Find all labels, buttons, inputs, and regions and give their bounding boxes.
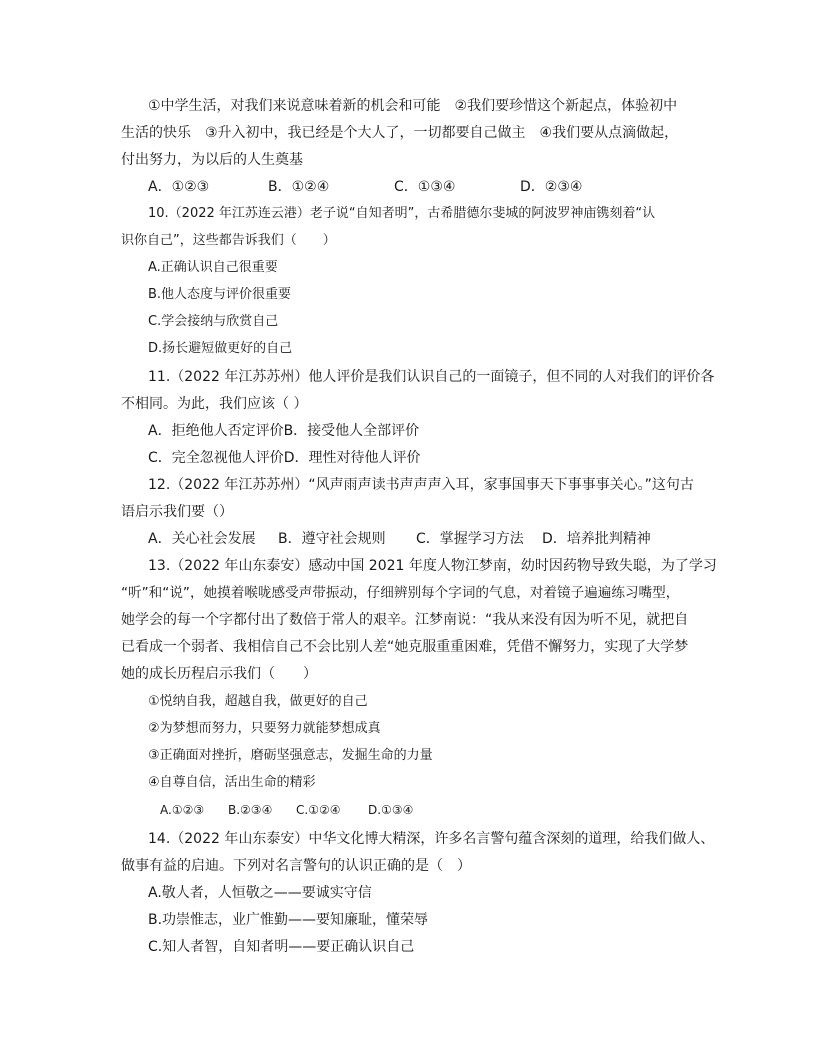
q11-stem-line: 11.（2022 年江苏苏州）他人评价是我们认识自己的一面镜子，但不同的人对我们的评价各 — [148, 369, 715, 385]
q14-option-a: A.敬人者，人恒敬之——要诚实守信 — [148, 885, 372, 901]
q9-option-d: D．②③④ — [520, 179, 583, 195]
q13-statement: ①悦纳自我，超越自我，做更好的自己 — [148, 694, 368, 709]
q13-stem-line: “听”和“说”，她摸着喉咙感受声带振动，仔细辨别每个字词的气息，对着镜子遍遍练习嘴型， — [121, 585, 680, 601]
q10-stem-line: 10.（2022 年江苏连云港）老子说“自知者明”，古希腊德尔斐城的阿波罗神庙镌刻着“认 — [148, 206, 656, 221]
q12-stem-line: 12.（2022 年江苏苏州）“风声雨声读书声声声入耳，家事国事天下事事事关心。”这句古 — [148, 477, 694, 493]
q12-option-c: C．掌握学习方法 — [416, 531, 524, 547]
q13-option-d: D.①③④ — [368, 803, 414, 817]
q10-stem-line: 识你自己”，这些都告诉我们（ ） — [121, 233, 336, 248]
q13-stem-line: 已看成一个弱者、我相信自己不会比别人差“她克服重重困难，凭借不懈努力，实现了大学梦 — [121, 639, 689, 655]
q12-option-b: B．遵守社会规则 — [278, 531, 386, 547]
q13-option-c: C.①②④ — [296, 803, 341, 817]
q11-options-row: A．拒绝他人否定评价B．接受他人全部评价 — [148, 423, 420, 439]
q9-option-c: C．①③④ — [394, 179, 456, 195]
q10-option-a: A.正确认识自己很重要 — [148, 260, 278, 275]
q12-options-row — [148, 529, 651, 549]
q10-option-c: C.学会接纳与欣赏自己 — [148, 314, 279, 329]
q14-option-b: B.功崇惟志，业广惟勤——要知廉耻，懂荣辱 — [148, 912, 429, 928]
q14-stem-line: 做事有益的启迪。下列对名言警句的认识正确的是（ ） — [121, 858, 471, 874]
q9-options-row — [148, 177, 582, 197]
q10-option-b: B.他人态度与评价很重要 — [148, 287, 292, 302]
q13-stem-line: 她学会的每一个字都付出了数倍于常人的艰辛。江梦南说：“我从来没有因为听不见，就把自 — [121, 612, 689, 628]
q13-stem-line: 她的成长历程启示我们（ ） — [121, 666, 317, 682]
q9-statement-line: 付出努力，为以后的人生奠基 — [121, 152, 303, 168]
q13-options-row — [160, 800, 413, 820]
q10-option-d: D.扬长避短做更好的自己 — [148, 341, 293, 356]
q13-statement: ②为梦想而努力，只要努力就能梦想成真 — [148, 721, 381, 736]
q14-option-c: C.知人者智，自知者明——要正确认识自己 — [148, 939, 415, 955]
q9-statement-line: 生活的快乐 ③升入初中，我已经是个大人了，一切都要自己做主 ④我们要从点滴做起， — [121, 125, 679, 141]
q13-statement: ③正确面对挫折，磨砺坚强意志，发掘生命的力量 — [148, 748, 433, 763]
q11-options-row: C．完全忽视他人评价D．理性对待他人评价 — [148, 450, 421, 466]
q13-option-b: B.②③④ — [228, 803, 273, 817]
q9-statement-line: ①中学生活，对我们来说意味着新的机会和可能 ②我们要珍惜这个新起点，体验初中 — [148, 98, 678, 114]
q11-stem-line: 不相同。为此，我们应该（ ） — [121, 396, 308, 412]
q12-option-d: D．培养批判精神 — [542, 531, 651, 547]
q13-statement: ④自尊自信，活出生命的精彩 — [148, 775, 316, 790]
q12-option-a: A．关心社会发展 — [148, 531, 256, 547]
q9-option-a: A．①②③ — [148, 179, 210, 195]
q14-stem-line: 14.（2022 年山东泰安）中华文化博大精深，许多名言警句蕴含深刻的道理，给我们做人、 — [148, 831, 715, 847]
q13-option-a: A.①②③ — [160, 803, 205, 817]
q12-stem-line: 语启示我们要（） — [121, 504, 233, 520]
q9-option-b: B．①②④ — [268, 179, 330, 195]
q13-stem-line: 13.（2022 年山东泰安）感动中国 2021 年度人物江梦南，幼时因药物导致失聪，为了学习 — [148, 558, 717, 574]
